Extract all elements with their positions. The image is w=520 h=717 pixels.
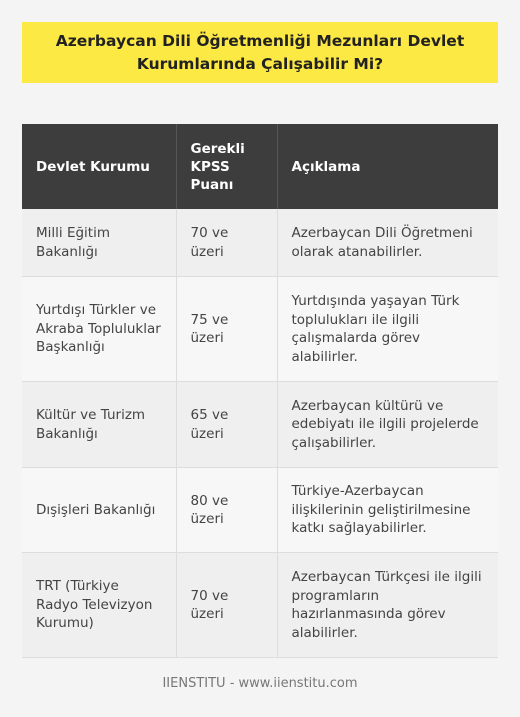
institution-cell: Milli Eğitim Bakanlığı: [22, 209, 176, 277]
table-header-row: [22, 124, 498, 209]
kpss-score-cell: 75 ve üzeri: [176, 277, 277, 382]
table-row: [22, 209, 498, 277]
kpss-score-cell: 70 ve üzeri: [176, 553, 277, 658]
kpss-score-cell: 80 ve üzeri: [176, 468, 277, 553]
header-description: Açıklama: [277, 124, 498, 209]
institution-cell: TRT (Türkiye Radyo Televizyon Kurumu): [22, 553, 176, 658]
footer-credit: IIENSTITU - www.iienstitu.com: [162, 676, 358, 691]
description-cell: Azerbaycan kültürü ve edebiyatı ile ilgili projelerde çalışabilirler.: [277, 382, 498, 468]
institution-cell: Yurtdışı Türkler ve Akraba Topluluklar Başkanlığı: [22, 277, 176, 382]
table-row: [22, 553, 498, 658]
description-cell: Yurtdışında yaşayan Türk toplulukları ile ilgili çalışmalarda görev alabilirler.: [277, 277, 498, 382]
header-kpss-score: Gerekli KPSS Puanı: [176, 124, 277, 209]
description-cell: Azerbaycan Türkçesi ile ilgili programların hazırlanmasında görev alabilirler.: [277, 553, 498, 658]
kpss-table: [22, 124, 498, 658]
table-row: [22, 468, 498, 553]
page-title: Azerbaycan Dili Öğretmenliği Mezunları Devlet Kurumlarında Çalışabilir Mi?: [22, 22, 498, 83]
kpss-score-cell: 65 ve üzeri: [176, 382, 277, 468]
institution-cell: Kültür ve Turizm Bakanlığı: [22, 382, 176, 468]
header-institution: Devlet Kurumu: [22, 124, 176, 209]
table-row: [22, 277, 498, 382]
description-cell: Türkiye-Azerbaycan ilişkilerinin geliştirilmesine katkı sağlayabilirler.: [277, 468, 498, 553]
description-cell: Azerbaycan Dili Öğretmeni olarak atanabilirler.: [277, 209, 498, 277]
kpss-score-cell: 70 ve üzeri: [176, 209, 277, 277]
institution-cell: Dışişleri Bakanlığı: [22, 468, 176, 553]
table-row: [22, 382, 498, 468]
